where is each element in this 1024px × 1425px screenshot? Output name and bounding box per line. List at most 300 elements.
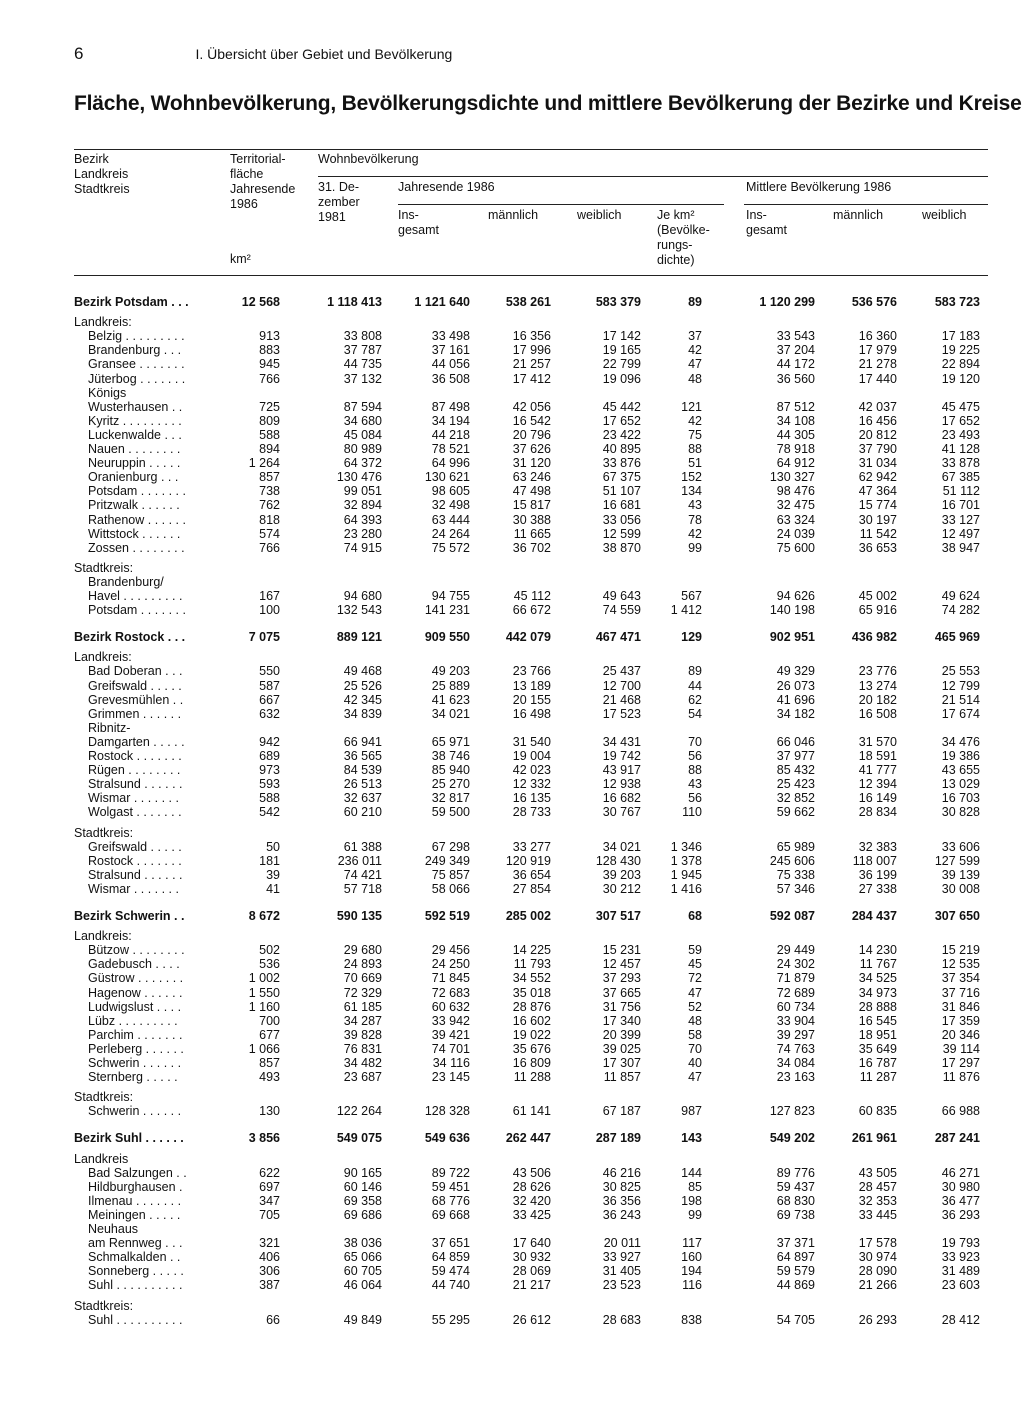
cell-dichte: 47: [688, 357, 702, 372]
cell-dichte: 47: [688, 1070, 702, 1085]
cell-mittel-maennlich: 21 266: [858, 1278, 897, 1293]
cell-dez-1981: 70 669: [343, 971, 382, 986]
header-weiblich: weiblich: [577, 208, 622, 222]
row-name: Bützow . . . . . . . .: [88, 943, 185, 958]
cell-mittel-weiblich: 74 282: [941, 603, 980, 618]
cell-dichte: 45: [688, 957, 702, 972]
cell-dichte: 88: [688, 442, 702, 456]
cell-insgesamt: 44 740: [431, 1278, 470, 1293]
cell-insgesamt: 44 056: [431, 357, 470, 372]
cell-weiblich: 20 011: [603, 1236, 641, 1251]
cell-weiblich: 12 599: [602, 526, 641, 541]
cell-mittel-insgesamt: 98 476: [776, 484, 815, 499]
cell-weiblich: 23 523: [602, 1278, 641, 1293]
header-mittel-insgesamt: Ins- gesamt: [746, 208, 787, 237]
cell-weiblich: 17 652: [602, 413, 641, 428]
cell-weiblich: 31 405: [602, 1264, 641, 1279]
cell-weiblich: 307 517: [595, 909, 641, 923]
cell-flaeche: 181: [259, 853, 280, 868]
cell-weiblich: 43 917: [602, 763, 641, 778]
cell-insgesamt: 549 636: [424, 1131, 470, 1146]
cell-insgesamt: 1 121 640: [414, 295, 470, 309]
cell-insgesamt: 23 145: [431, 1070, 470, 1085]
cell-flaeche: 588: [259, 791, 280, 806]
row-name: Zossen . . . . . . . .: [88, 540, 185, 555]
row-name: Kyritz . . . . . . . . .: [88, 413, 182, 428]
table-row: [0, 840, 1024, 854]
header-maennlich: männlich: [488, 208, 539, 222]
cell-mittel-maennlich: 16 149: [858, 791, 897, 806]
cell-flaeche: 809: [259, 413, 280, 428]
row-name: Parchim . . . . . . .: [88, 1027, 183, 1042]
table-row: [0, 679, 1024, 693]
table-row: [0, 664, 1024, 678]
cell-flaeche: 942: [259, 734, 280, 749]
cell-mittel-insgesamt: 1 120 299: [759, 295, 815, 309]
cell-flaeche: 857: [259, 470, 280, 485]
cell-weiblich: 28 683: [602, 1312, 641, 1327]
cell-insgesamt: 74 701: [431, 1041, 470, 1056]
cell-dichte: 99: [688, 1207, 702, 1222]
cell-mittel-insgesamt: 59 662: [776, 805, 815, 820]
group-label-row: [0, 561, 1024, 575]
cell-dez-1981: 37 787: [343, 343, 382, 358]
cell-dez-1981: 57 718: [343, 881, 382, 896]
cell-maennlich: 19 004: [512, 749, 551, 763]
cell-dez-1981: 74 915: [343, 540, 382, 555]
cell-dichte: 194: [681, 1264, 702, 1279]
cell-insgesamt: 64 859: [431, 1250, 470, 1265]
cell-insgesamt: 41 623: [431, 692, 470, 707]
cell-flaeche: 3 856: [248, 1131, 280, 1146]
cell-flaeche: 39: [266, 867, 280, 882]
cell-dichte: 1 346: [670, 839, 702, 854]
cell-flaeche: 677: [259, 1027, 280, 1042]
row-name: Pritzwalk . . . . . .: [88, 498, 180, 513]
cell-insgesamt: 25 889: [431, 678, 470, 693]
cell-mittel-insgesamt: 44 172: [776, 357, 815, 372]
cell-dez-1981: 34 680: [343, 413, 382, 428]
page-number: 6: [74, 44, 84, 63]
cell-maennlich: 45 112: [513, 589, 551, 603]
cell-mittel-maennlich: 18 591: [858, 749, 897, 763]
table-row: [0, 456, 1024, 470]
cell-mittel-maennlich: 31 034: [858, 456, 897, 471]
cell-insgesamt: 25 270: [431, 777, 470, 792]
cell-weiblich: 67 187: [602, 1104, 641, 1119]
cell-maennlich: 28 733: [512, 805, 551, 820]
cell-dichte: 1 378: [670, 853, 702, 868]
cell-mittel-maennlich: 28 834: [858, 805, 897, 820]
cell-mittel-insgesamt: 37 977: [776, 749, 815, 763]
cell-insgesamt: 37 651: [431, 1236, 470, 1251]
cell-mittel-insgesamt: 37 371: [776, 1236, 815, 1251]
cell-dichte: 129: [681, 630, 702, 645]
row-name: Havel . . . . . . . . .: [88, 589, 183, 603]
table-row: [0, 484, 1024, 498]
cell-weiblich: 12 938: [602, 777, 641, 792]
table-row: [0, 1014, 1024, 1028]
table-row: [0, 470, 1024, 484]
row-name: Schwerin . . . . . .: [88, 1056, 182, 1070]
bezirk-row: [0, 295, 1024, 309]
cell-dichte: 152: [681, 470, 702, 485]
cell-flaeche: 738: [259, 484, 280, 499]
cell-mittel-weiblich: 17 652: [941, 413, 980, 428]
cell-mittel-maennlich: 11 287: [859, 1070, 897, 1085]
cell-dez-1981: 66 941: [343, 734, 382, 749]
header-bezirk: Bezirk Landkreis Stadtkreis: [74, 152, 130, 196]
row-name: Ribnitz-: [88, 720, 131, 735]
cell-dichte: 121: [681, 399, 702, 414]
row-name: Oranienburg . . .: [88, 470, 179, 485]
cell-mittel-insgesamt: 78 918: [776, 442, 815, 456]
cell-mittel-weiblich: 46 271: [941, 1165, 980, 1180]
cell-dez-1981: 29 680: [343, 943, 382, 958]
cell-mittel-maennlich: 20 812: [858, 427, 897, 442]
row-name: Schmalkalden . .: [88, 1250, 181, 1265]
cell-mittel-insgesamt: 59 579: [776, 1264, 815, 1279]
cell-mittel-weiblich: 11 876: [942, 1070, 980, 1085]
cell-dez-1981: 36 565: [343, 749, 382, 763]
cell-flaeche: 347: [259, 1193, 280, 1208]
row-name: Meiningen . . . . .: [88, 1207, 181, 1222]
cell-weiblich: 20 399: [602, 1027, 641, 1042]
row-name: Greifswald . . . . .: [88, 678, 182, 693]
cell-mittel-insgesamt: 33 904: [776, 1013, 815, 1028]
cell-maennlich: 42 056: [512, 399, 551, 414]
cell-mittel-weiblich: 16 701: [941, 498, 980, 513]
cell-mittel-maennlich: 15 774: [858, 498, 897, 513]
cell-dichte: 88: [688, 763, 702, 778]
cell-dez-1981: 65 066: [343, 1250, 382, 1265]
row-name: Luckenwalde . . .: [88, 427, 182, 442]
cell-mittel-weiblich: 28 412: [941, 1312, 980, 1327]
cell-dichte: 198: [681, 1193, 702, 1208]
row-name: Sonneberg . . . . .: [88, 1264, 184, 1279]
cell-dez-1981: 60 210: [343, 805, 382, 820]
cell-maennlich: 36 654: [512, 867, 551, 882]
cell-insgesamt: 36 508: [431, 371, 470, 386]
cell-dichte: 52: [688, 999, 702, 1014]
cell-weiblich: 34 021: [602, 839, 641, 854]
cell-weiblich: 128 430: [595, 853, 641, 868]
cell-weiblich: 17 307: [602, 1056, 641, 1070]
cell-maennlich: 442 079: [505, 630, 551, 645]
cell-mittel-weiblich: 287 241: [934, 1131, 980, 1146]
cell-mittel-weiblich: 19 793: [941, 1236, 980, 1251]
row-name: Suhl . . . . . . . . . .: [88, 1312, 183, 1327]
table-row: [0, 1313, 1024, 1327]
cell-mittel-maennlich: 16 787: [858, 1056, 897, 1070]
cell-mittel-maennlich: 28 090: [858, 1264, 897, 1279]
cell-insgesamt: 78 521: [431, 442, 470, 456]
table-row: [0, 1264, 1024, 1278]
cell-dichte: 78: [688, 512, 702, 527]
cell-mittel-maennlich: 27 338: [858, 881, 897, 896]
group-label-row: [0, 721, 1024, 735]
table-row: [0, 428, 1024, 442]
cell-mittel-weiblich: 23 493: [941, 427, 980, 442]
cell-mittel-maennlich: 14 230: [858, 943, 897, 958]
cell-dez-1981: 39 828: [343, 1027, 382, 1042]
row-name: Potsdam . . . . . . .: [88, 603, 186, 618]
group-label-row: [0, 1222, 1024, 1236]
cell-maennlich: 12 332: [512, 777, 551, 792]
table-row: [0, 1104, 1024, 1118]
cell-weiblich: 67 375: [602, 470, 641, 485]
cell-mittel-weiblich: 19 120: [941, 371, 980, 386]
table-row: [0, 777, 1024, 791]
cell-dez-1981: 590 135: [336, 909, 382, 923]
header-dezember-1981: 31. De- zember 1981: [318, 180, 360, 224]
cell-dez-1981: 61 185: [343, 999, 382, 1014]
cell-flaeche: 667: [259, 692, 280, 707]
cell-flaeche: 700: [259, 1013, 280, 1028]
table-row: [0, 1236, 1024, 1250]
cell-weiblich: 30 825: [602, 1179, 641, 1194]
cell-weiblich: 34 431: [602, 734, 641, 749]
table-row: [0, 1000, 1024, 1014]
cell-mittel-insgesamt: 57 346: [776, 881, 815, 896]
cell-mittel-weiblich: 307 650: [934, 909, 980, 923]
cell-dichte: 70: [688, 734, 702, 749]
cell-insgesamt: 71 845: [431, 971, 470, 986]
cell-maennlich: 34 552: [512, 971, 551, 986]
header-jahresende-1986: Jahresende 1986: [398, 180, 495, 194]
table-row: [0, 1070, 1024, 1084]
cell-mittel-weiblich: 30 828: [941, 805, 980, 820]
cell-mittel-weiblich: 38 947: [941, 540, 980, 555]
row-name: Damgarten . . . . .: [88, 734, 185, 749]
cell-flaeche: 1 550: [248, 985, 280, 1000]
cell-dez-1981: 64 372: [343, 456, 382, 471]
cell-weiblich: 45 442: [602, 399, 641, 414]
cell-maennlich: 20 796: [512, 427, 551, 442]
row-name: Lübz . . . . . . . . .: [88, 1013, 178, 1028]
cell-weiblich: 21 468: [602, 692, 641, 707]
cell-flaeche: 536: [259, 957, 280, 972]
cell-mittel-insgesamt: 63 324: [776, 512, 815, 527]
cell-weiblich: 12 457: [602, 957, 641, 972]
cell-mittel-insgesamt: 130 327: [769, 470, 815, 485]
group-label-row: [0, 1090, 1024, 1104]
cell-mittel-maennlich: 65 916: [858, 603, 897, 618]
cell-mittel-weiblich: 66 988: [941, 1104, 980, 1119]
row-name: Hagenow . . . . . .: [88, 985, 183, 1000]
row-name: Wusterhausen . .: [88, 399, 183, 414]
row-name: Stadtkreis:: [74, 1298, 134, 1313]
cell-mittel-weiblich: 583 723: [934, 295, 980, 309]
cell-dichte: 54: [688, 706, 702, 721]
table-row: [0, 343, 1024, 357]
cell-flaeche: 493: [259, 1070, 280, 1085]
cell-mittel-insgesamt: 44 869: [776, 1278, 815, 1293]
cell-dez-1981: 84 539: [343, 763, 382, 778]
cell-weiblich: 12 700: [602, 678, 641, 693]
cell-insgesamt: 67 298: [431, 839, 470, 854]
cell-weiblich: 11 857: [603, 1070, 641, 1085]
cell-mittel-weiblich: 43 655: [941, 763, 980, 778]
table-row: [0, 1028, 1024, 1042]
cell-weiblich: 19 096: [602, 371, 641, 386]
cell-dichte: 116: [682, 1278, 702, 1293]
cell-maennlich: 37 626: [512, 442, 551, 456]
cell-flaeche: 1 066: [248, 1041, 280, 1056]
cell-mittel-weiblich: 19 225: [941, 343, 980, 358]
row-name: Landkreis: [74, 1151, 129, 1166]
bezirk-row: [0, 909, 1024, 923]
header-flaeche-unit: km²: [230, 252, 251, 266]
cell-mittel-weiblich: 30 008: [941, 881, 980, 896]
cell-mittel-insgesamt: 37 204: [776, 343, 815, 358]
cell-mittel-maennlich: 28 457: [858, 1179, 897, 1194]
table-row: [0, 971, 1024, 985]
cell-flaeche: 857: [259, 1056, 280, 1070]
cell-dez-1981: 94 680: [343, 589, 382, 603]
cell-mittel-maennlich: 16 545: [858, 1013, 897, 1028]
cell-flaeche: 725: [259, 399, 280, 414]
cell-maennlich: 20 155: [512, 692, 551, 707]
cell-dichte: 42: [688, 526, 702, 541]
cell-mittel-maennlich: 28 888: [858, 999, 897, 1014]
row-name: Neuhaus: [88, 1222, 139, 1236]
cell-maennlich: 35 676: [512, 1041, 551, 1056]
cell-mittel-maennlich: 536 576: [851, 295, 897, 309]
cell-flaeche: 167: [259, 589, 280, 603]
cell-flaeche: 387: [259, 1278, 280, 1293]
cell-flaeche: 913: [259, 329, 280, 344]
cell-dichte: 48: [688, 371, 702, 386]
cell-dez-1981: 236 011: [337, 853, 382, 868]
cell-insgesamt: 69 668: [431, 1207, 470, 1222]
cell-weiblich: 287 189: [595, 1131, 641, 1146]
cell-mittel-insgesamt: 85 432: [776, 763, 815, 778]
cell-maennlich: 33 425: [512, 1207, 551, 1222]
cell-mittel-maennlich: 11 542: [859, 526, 897, 541]
cell-insgesamt: 39 421: [431, 1027, 470, 1042]
cell-mittel-insgesamt: 34 084: [776, 1056, 815, 1070]
cell-mittel-maennlich: 37 790: [858, 442, 897, 456]
cell-mittel-weiblich: 41 128: [941, 442, 980, 456]
cell-dez-1981: 889 121: [336, 630, 382, 645]
cell-mittel-weiblich: 36 293: [941, 1207, 980, 1222]
cell-insgesamt: 55 295: [431, 1312, 470, 1327]
cell-dez-1981: 23 687: [343, 1070, 382, 1085]
cell-maennlich: 15 817: [512, 498, 551, 513]
cell-insgesamt: 63 444: [431, 512, 470, 527]
cell-mittel-weiblich: 39 114: [942, 1041, 980, 1056]
table-row: [0, 791, 1024, 805]
table-row: [0, 498, 1024, 512]
cell-flaeche: 622: [259, 1165, 280, 1180]
cell-flaeche: 766: [259, 371, 280, 386]
cell-mittel-weiblich: 15 219: [941, 943, 980, 958]
cell-mittel-maennlich: 36 653: [858, 540, 897, 555]
table-row: [0, 854, 1024, 868]
cell-mittel-weiblich: 33 878: [941, 456, 980, 471]
cell-flaeche: 542: [259, 805, 280, 820]
cell-dichte: 89: [688, 295, 702, 309]
cell-mittel-maennlich: 62 942: [858, 470, 897, 485]
cell-mittel-maennlich: 261 961: [851, 1131, 897, 1146]
cell-mittel-insgesamt: 75 338: [776, 867, 815, 882]
cell-mittel-maennlich: 16 360: [858, 329, 897, 344]
cell-mittel-insgesamt: 41 696: [776, 692, 815, 707]
cell-dez-1981: 549 075: [336, 1131, 382, 1146]
cell-mittel-insgesamt: 71 879: [776, 971, 815, 986]
cell-maennlich: 285 002: [505, 909, 551, 923]
cell-flaeche: 1 264: [248, 456, 280, 471]
cell-flaeche: 588: [259, 427, 280, 442]
cell-mittel-weiblich: 20 346: [941, 1027, 980, 1042]
cell-mittel-maennlich: 34 525: [858, 971, 897, 986]
row-name: Landkreis:: [74, 929, 132, 944]
cell-insgesamt: 141 231: [424, 603, 470, 618]
cell-dez-1981: 24 893: [343, 957, 382, 972]
cell-dez-1981: 23 280: [343, 526, 382, 541]
cell-dez-1981: 130 476: [336, 470, 382, 485]
cell-flaeche: 306: [259, 1264, 280, 1279]
cell-weiblich: 31 756: [602, 999, 641, 1014]
cell-weiblich: 46 216: [602, 1165, 641, 1180]
table-row: [0, 442, 1024, 456]
cell-mittel-weiblich: 37 716: [941, 985, 980, 1000]
cell-dez-1981: 34 839: [343, 706, 382, 721]
table-row: [0, 1278, 1024, 1292]
cell-maennlich: 17 640: [512, 1236, 551, 1251]
cell-mittel-maennlich: 45 002: [858, 589, 897, 603]
table-row: [0, 400, 1024, 414]
cell-weiblich: 16 682: [602, 791, 641, 806]
cell-insgesamt: 68 776: [431, 1193, 470, 1208]
cell-dichte: 99: [688, 540, 702, 555]
row-name: Grevesmühlen . .: [88, 692, 184, 707]
cell-weiblich: 36 243: [602, 1207, 641, 1222]
table-row: [0, 749, 1024, 763]
cell-maennlich: 36 702: [512, 540, 551, 555]
cell-mittel-insgesamt: 60 734: [776, 999, 815, 1014]
table-row: [0, 1166, 1024, 1180]
cell-dichte: 1 412: [670, 603, 702, 618]
cell-maennlich: 16 356: [512, 329, 551, 344]
cell-insgesamt: 24 250: [431, 957, 470, 972]
table-row: [0, 868, 1024, 882]
cell-weiblich: 39 025: [602, 1041, 641, 1056]
cell-mittel-weiblich: 12 497: [941, 526, 980, 541]
cell-insgesamt: 128 328: [424, 1104, 470, 1119]
cell-mittel-insgesamt: 64 912: [776, 456, 815, 471]
cell-maennlich: 47 498: [512, 484, 551, 499]
cell-maennlich: 17 412: [512, 371, 551, 386]
cell-flaeche: 883: [259, 343, 280, 358]
cell-mittel-insgesamt: 26 073: [776, 678, 815, 693]
table-row: [0, 513, 1024, 527]
table-row: [0, 372, 1024, 386]
cell-maennlich: 16 542: [512, 413, 551, 428]
cell-dez-1981: 34 287: [343, 1013, 382, 1028]
cell-insgesamt: 34 021: [431, 706, 470, 721]
cell-mittel-insgesamt: 36 560: [776, 371, 815, 386]
table-row: [0, 1042, 1024, 1056]
header-mittel-maennlich: männlich: [833, 208, 884, 222]
cell-dez-1981: 76 831: [343, 1041, 382, 1056]
cell-mittel-weiblich: 34 476: [941, 734, 980, 749]
cell-mittel-insgesamt: 39 297: [776, 1027, 815, 1042]
cell-insgesamt: 98 605: [431, 484, 470, 499]
cell-dichte: 143: [681, 1131, 702, 1146]
cell-mittel-weiblich: 39 139: [941, 867, 980, 882]
